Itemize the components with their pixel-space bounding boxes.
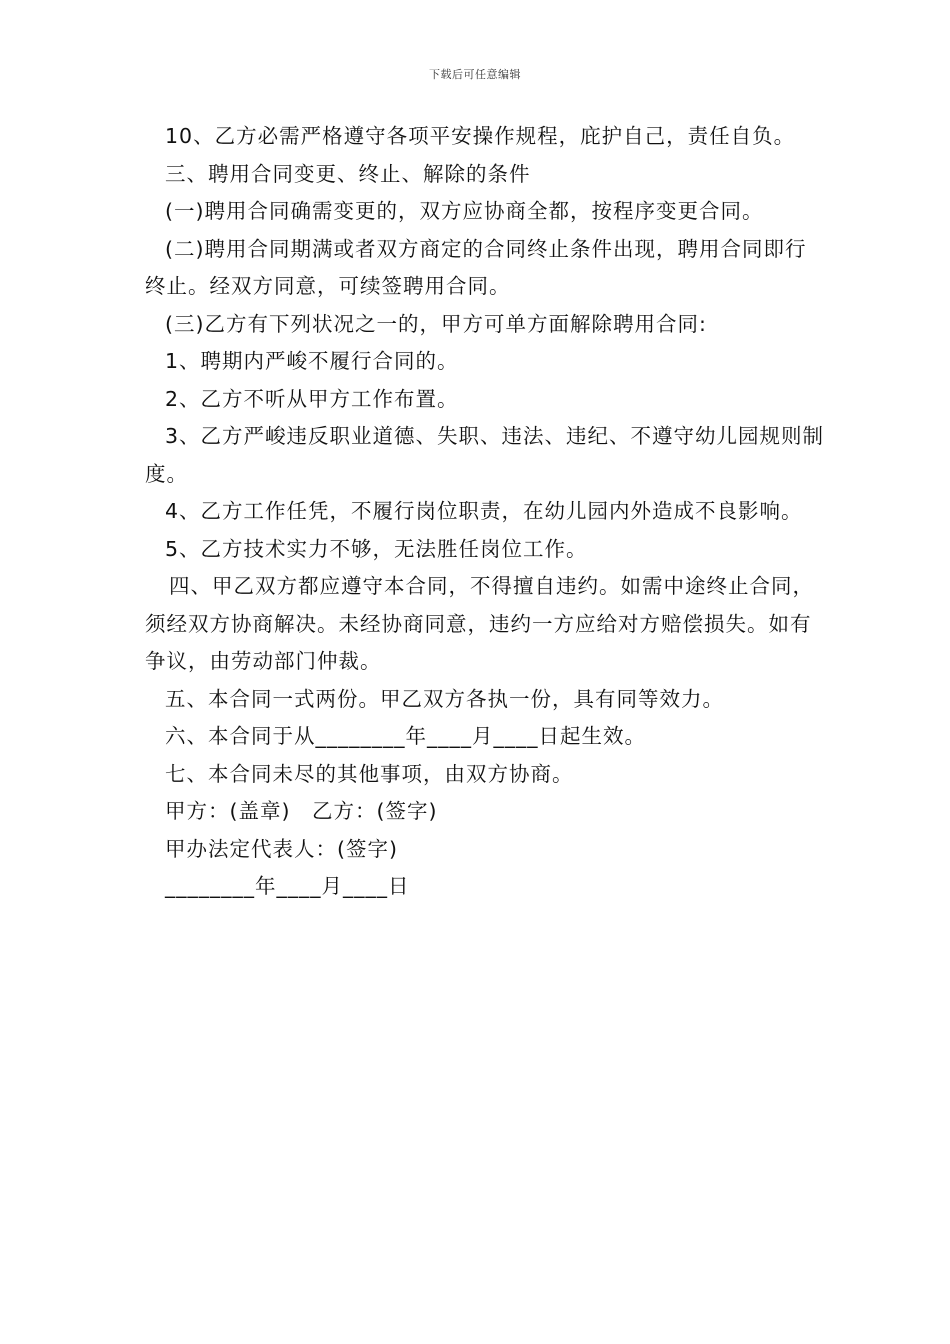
clause-10-safety: 10、乙方必需严格遵守各项平安操作规程，庇护自己，责任自负。 — [165, 124, 796, 148]
section-4-compliance: 四、甲乙双方都应遵守本合同，不得擅自违约。如需中途终止合同，须经双方协商解决。未经协商同意，违约一方应给对方赔偿损失。如有争议，由劳动部门仲裁。 — [145, 574, 814, 673]
dismissal-item-4: 4、乙方工作任凭，不履行岗位职责，在幼儿园内外造成不良影响。 — [165, 499, 803, 523]
clause-3-1-change: (一)聘用合同确需变更的，双方应协商全都，按程序变更合同。 — [165, 199, 764, 223]
signature-parties: 甲方：(盖章) 乙方：(签字) — [165, 799, 438, 823]
section-3-heading: 三、聘用合同变更、终止、解除的条件 — [165, 161, 531, 186]
section-5-copies: 五、本合同一式两份。甲乙双方各执一份，具有同等效力。 — [165, 686, 724, 711]
section-7-other-matters: 七、本合同未尽的其他事项，由双方协商。 — [165, 761, 574, 786]
dismissal-item-5: 5、乙方技术实力不够，无法胜任岗位工作。 — [165, 536, 588, 561]
contract-body — [145, 118, 825, 906]
dismissal-item-3: 3、乙方严峻违反职业道德、失职、违法、违纪、不遵守幼儿园规则制度。 — [145, 424, 825, 486]
signature-block — [145, 793, 825, 906]
section-6-effective-date: 六、本合同于从________年____月____日起生效。 — [165, 724, 646, 748]
clause-3-2-termination: (二)聘用合同期满或者双方商定的合同终止条件出现，聘用合同即行终止。经双方同意，可续签聘用合同。 — [145, 236, 807, 298]
signature-date: ________年____月____日 — [165, 874, 410, 898]
page-header-note: 下载后可任意编辑 — [429, 68, 521, 81]
signature-representative: 甲办法定代表人：(签字) — [165, 836, 398, 861]
clause-3-3-dismissal: (三)乙方有下列状况之一的，甲方可单方面解除聘用合同: — [165, 311, 707, 336]
dismissal-item-1: 1、聘期内严峻不履行合同的。 — [165, 349, 459, 373]
dismissal-item-2: 2、乙方不听从甲方工作布置。 — [165, 386, 459, 411]
